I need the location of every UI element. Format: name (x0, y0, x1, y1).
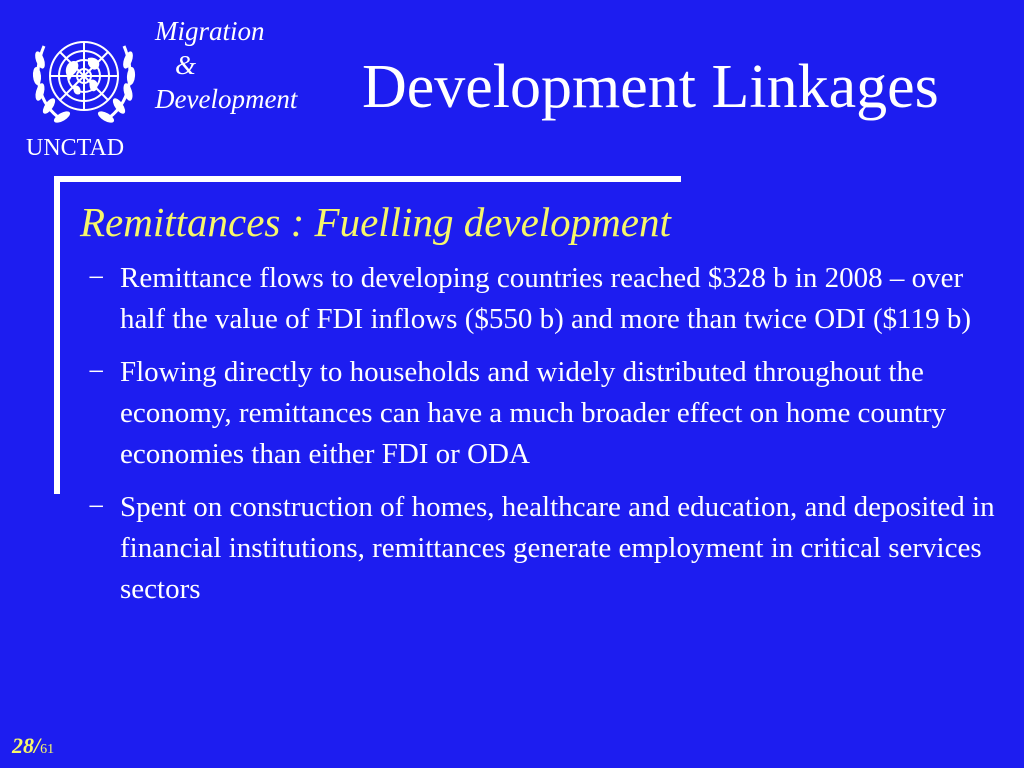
bullet-text: Flowing directly to households and widely distributed throughout the economy, remittances can have a much broader effect on home country economies than either FDI or ODA (120, 356, 947, 470)
bullet-item (88, 258, 1014, 340)
org-label: UNCTAD (26, 135, 125, 161)
bullet-dash-icon: − (88, 356, 105, 388)
bullet-dash-icon: − (88, 262, 105, 294)
slide-header-label (155, 14, 345, 116)
un-emblem-icon (28, 24, 140, 132)
page-current: 28/ (12, 733, 41, 758)
bullet-item (88, 487, 1014, 610)
bullet-dash-icon: − (88, 491, 105, 523)
page-total: 61 (40, 742, 55, 757)
bullet-text: Spent on construction of homes, healthcare and education, and deposited in financial institutions, remittances generate employment in critical services sectors (120, 491, 995, 605)
frame-top-rule (54, 176, 681, 182)
slide-subtitle: Remittances : Fuelling development (80, 199, 671, 245)
slide-title: Development Linkages (362, 53, 939, 121)
bullet-item (88, 352, 1014, 475)
bullet-list (88, 258, 1014, 622)
header-line-migration: Migration (155, 16, 265, 46)
bullet-text: Remittance flows to developing countries reached $328 b in 2008 – over half the value of FDI inflows ($550 b) and more than twice ODI ($119 b) (120, 262, 971, 335)
frame-left-rule (54, 176, 60, 494)
header-line-development: Development (155, 84, 298, 114)
page-number (12, 733, 54, 759)
header-line-ampersand: & (175, 50, 197, 80)
